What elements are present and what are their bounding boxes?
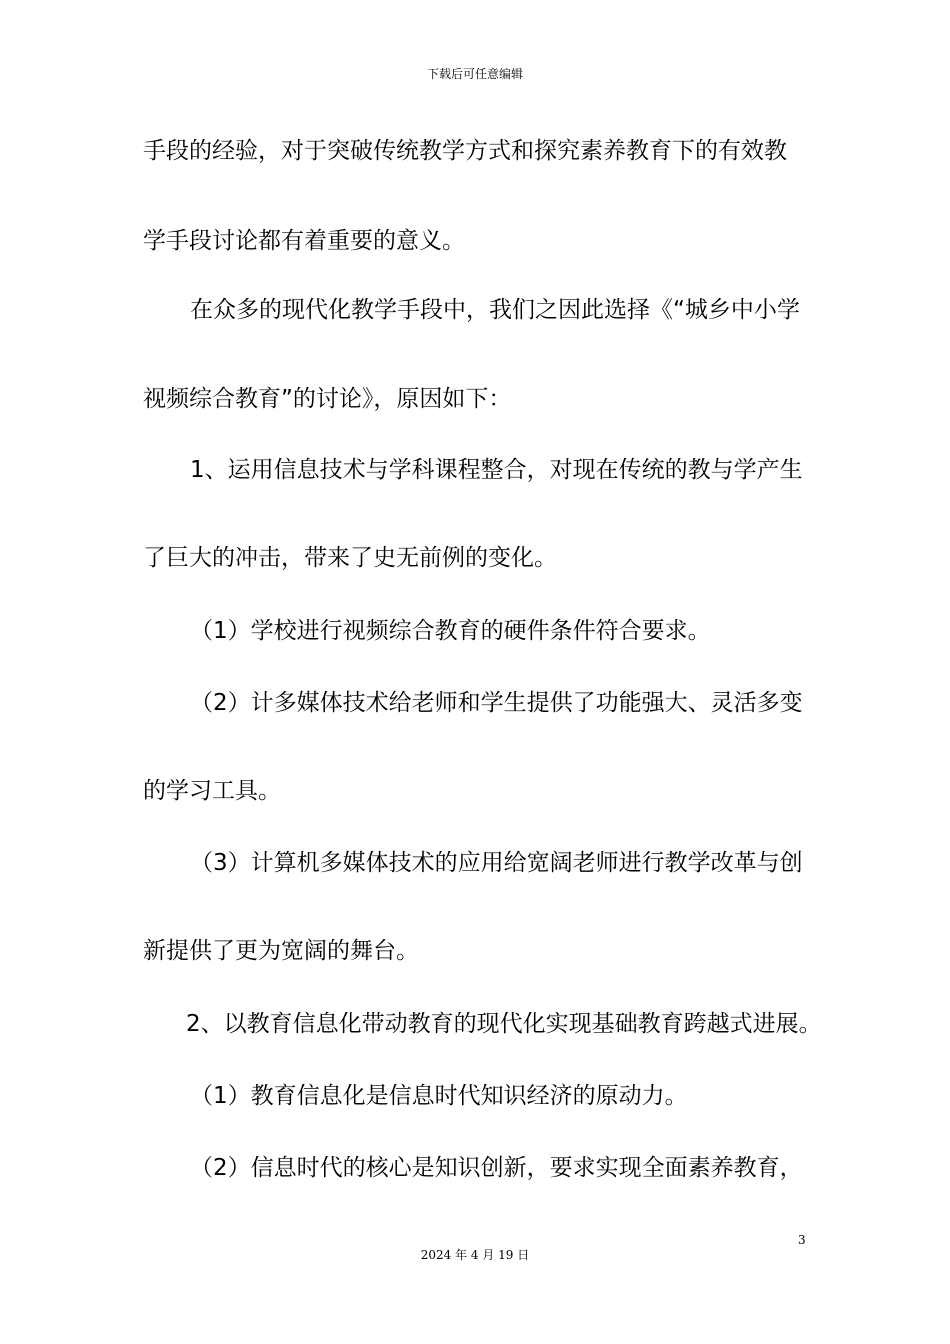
body-line-2: 学手段讨论都有着重要的意义。 (143, 228, 465, 254)
page-header: 下载后可任意编辑 (426, 67, 523, 81)
body-line-5: 1、运用信息技术与学科课程整合，对现在传统的教与学产生 (190, 457, 803, 483)
footer-date: 2024 年 4 月 19 日 (420, 1248, 530, 1262)
body-line-13: （1）教育信息化是信息时代知识经济的原动力。 (190, 1083, 688, 1109)
body-line-8: （2）计多媒体技术给老师和学生提供了功能强大、灵活多变 (190, 690, 803, 716)
body-line-9: 的学习工具。 (143, 778, 281, 804)
body-line-1: 手段的经验，对于突破传统教学方式和探究素养教育下的有效教 (143, 138, 787, 164)
body-line-3: 在众多的现代化教学手段中，我们之因此选择《“城乡中小学 (190, 297, 800, 323)
body-line-7: （1）学校进行视频综合教育的硬件条件符合要求。 (190, 618, 711, 644)
body-line-6: 了巨大的冲击，带来了史无前例的变化。 (143, 545, 557, 571)
body-line-12: 2、以教育信息化带动教育的现代化实现基础教育跨越式进展。 (186, 1011, 822, 1037)
body-line-14: （2）信息时代的核心是知识创新，要求实现全面素养教育， (190, 1155, 803, 1181)
body-line-11: 新提供了更为宽阔的舞台。 (143, 938, 419, 964)
body-line-4: 视频综合教育”的讨论》，原因如下： (143, 386, 512, 412)
page-number: 3 (798, 1233, 806, 1247)
body-line-10: （3）计算机多媒体技术的应用给宽阔老师进行教学改革与创 (190, 850, 803, 876)
